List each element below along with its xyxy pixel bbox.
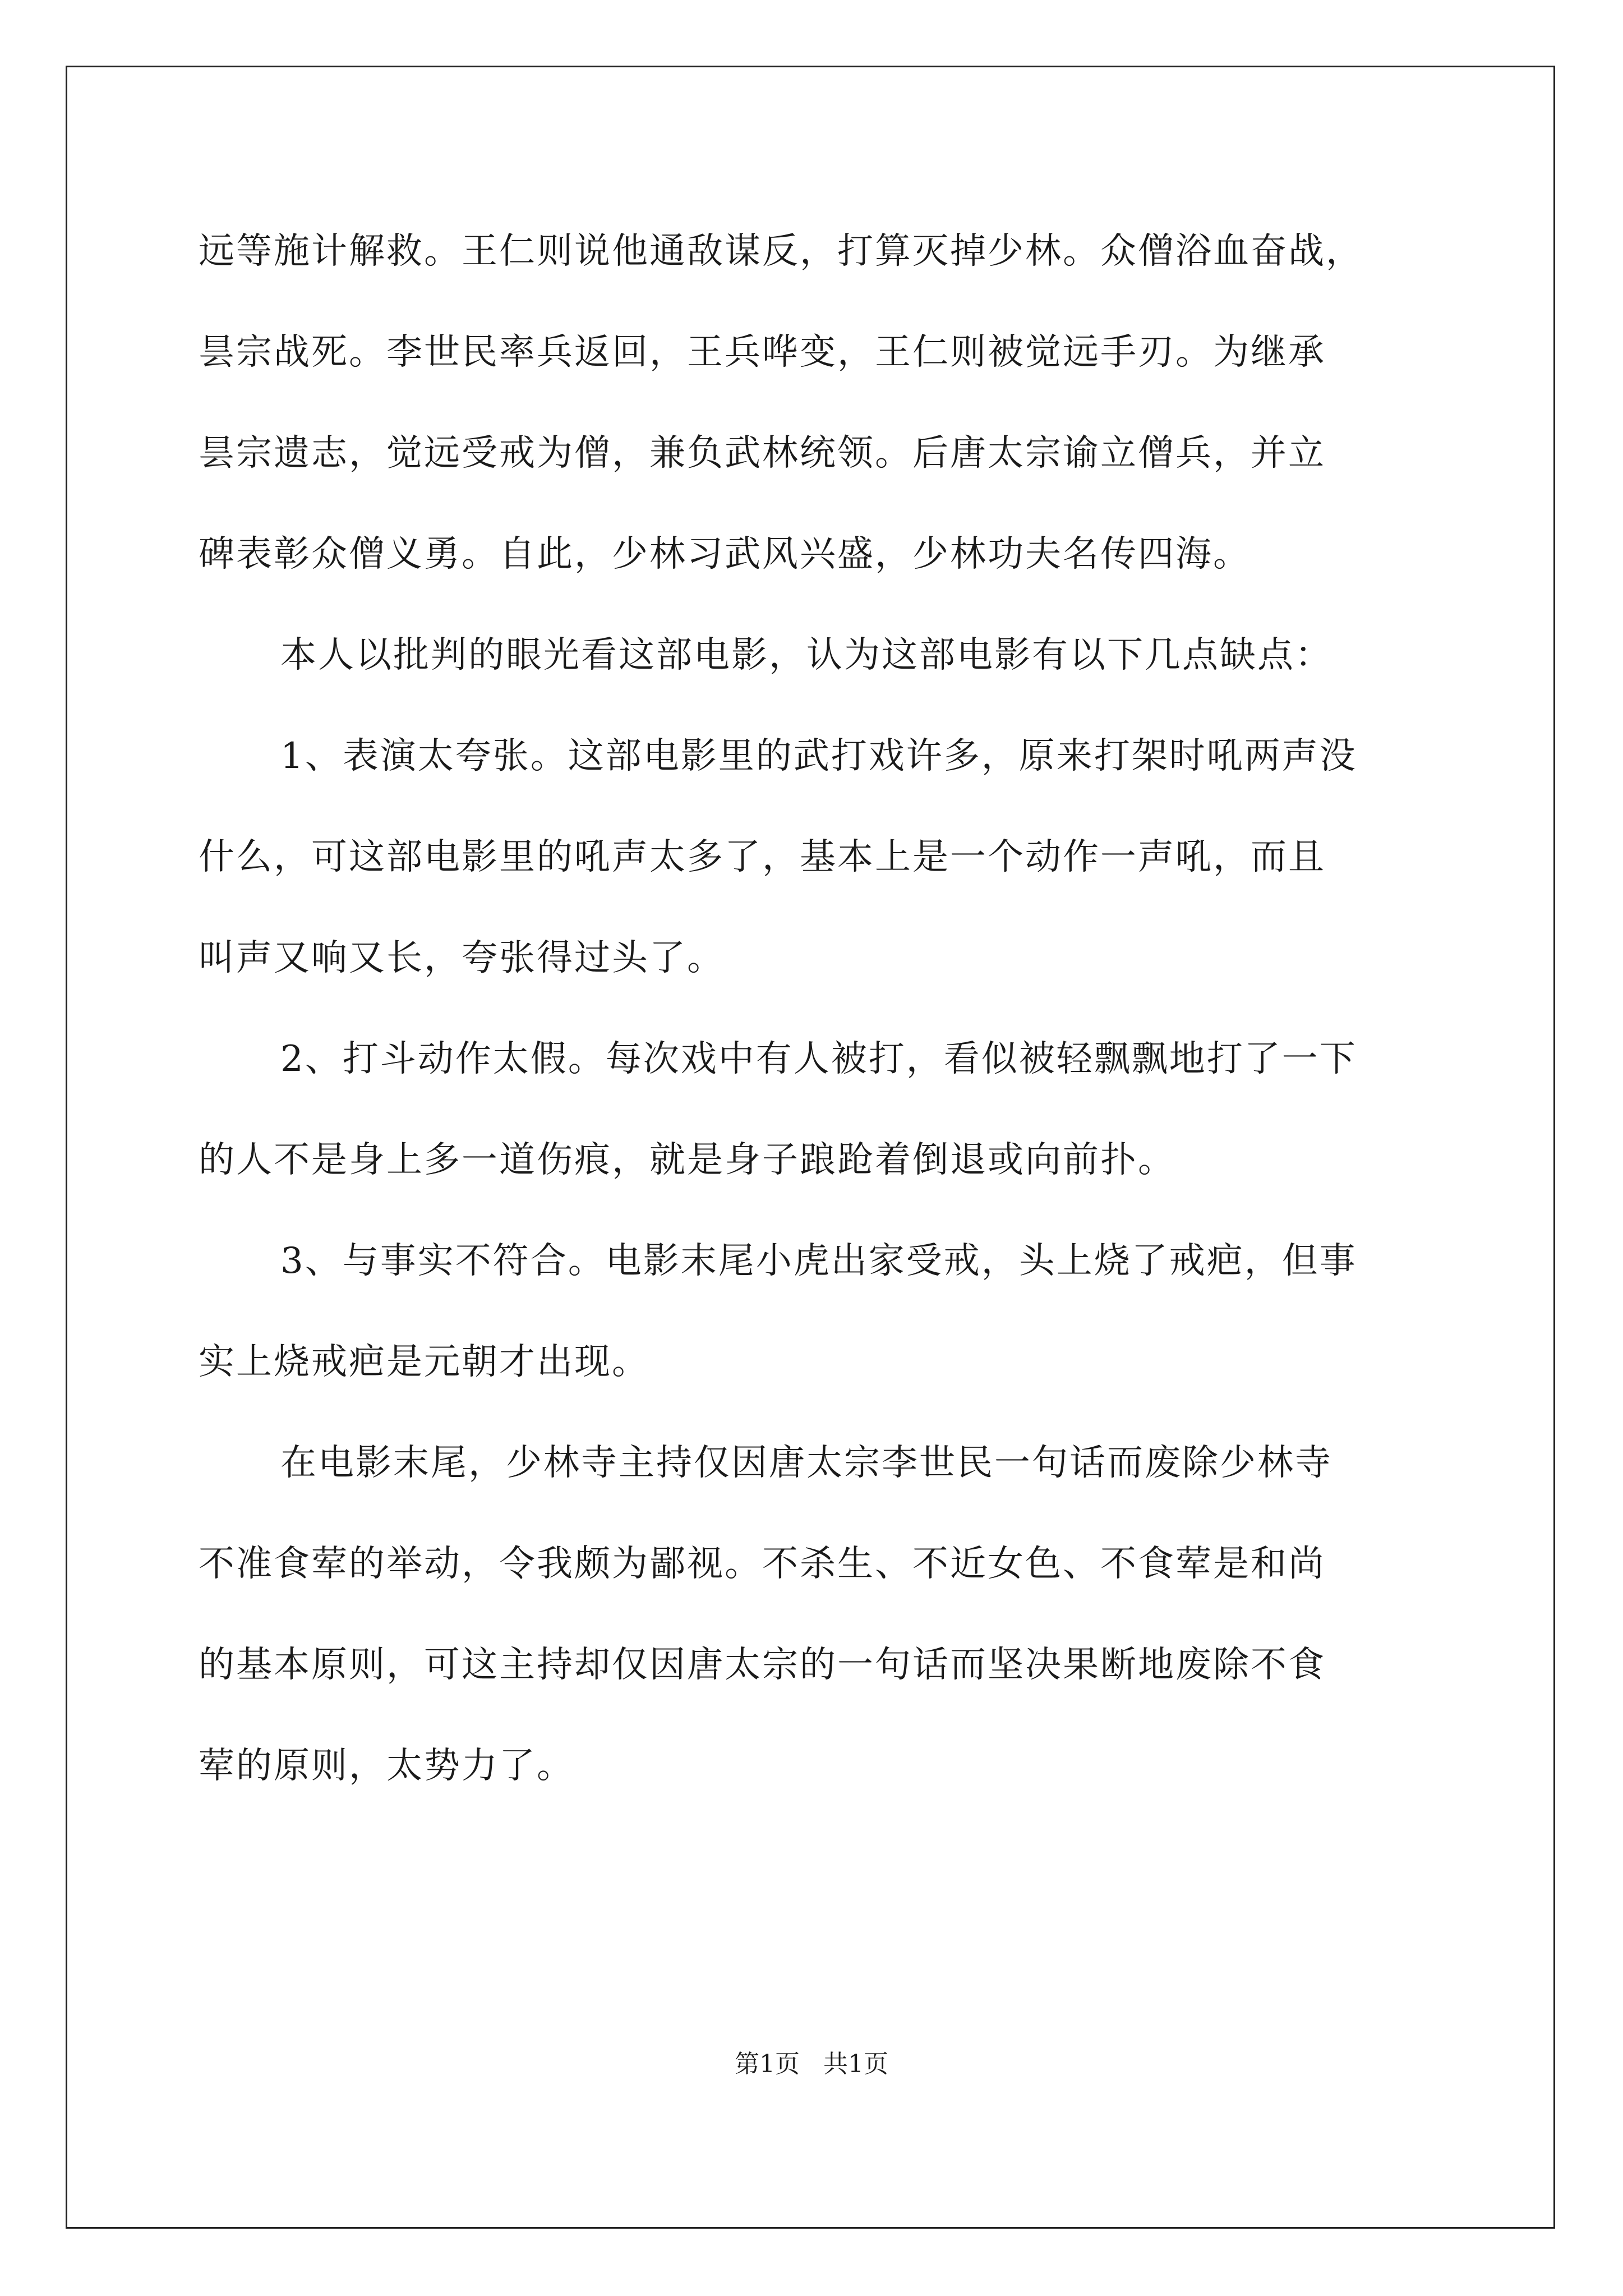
text-line: 远等施计解救。王仁则说他通敌谋反，打算灭掉少林。众僧浴血奋战，: [199, 231, 1363, 272]
text-line: 碑表彰众僧义勇。自此，少林习武风兴盛，少林功夫名传四海。: [199, 533, 1251, 575]
page-number: 第1页: [735, 2050, 800, 2078]
text-line: 实上烧戒疤是元朝才出现。: [199, 1341, 649, 1383]
text-line: 3、与事实不符合。电影末尾小虎出家受戒，头上烧了戒疤，但事: [280, 1240, 1357, 1282]
document-body: [199, 201, 1424, 1816]
text-line: 昙宗战死。李世民率兵返回，王兵哗变，王仁则被觉远手刃。为继承: [199, 332, 1326, 373]
text-line: 本人以批判的眼光看这部电影，认为这部电影有以下几点缺点：: [280, 634, 1332, 676]
text-line: 叫声又响又长，夸张得过头了。: [199, 937, 725, 979]
text-line: 什么，可这部电影里的吼声太多了，基本上是一个动作一声吼，而且: [199, 836, 1326, 878]
page-footer: [0, 2047, 1623, 2081]
text-line: 荤的原则，太势力了。: [199, 1745, 574, 1787]
text-line: 不准食荤的举动，令我颇为鄙视。不杀生、不近女色、不食荤是和尚: [199, 1543, 1326, 1585]
paragraph-point-1: [199, 706, 1424, 1009]
text-line: 的基本原则，可这主持却仅因唐太宗的一句话而坚决果断地废除不食: [199, 1644, 1326, 1686]
paragraph-conclusion: [199, 1412, 1424, 1816]
text-line: 2、打斗动作太假。每次戏中有人被打，看似被轻飘飘地打了一下: [280, 1038, 1357, 1080]
text-line: 在电影末尾，少林寺主持仅因唐太宗李世民一句话而废除少林寺: [280, 1442, 1332, 1484]
paragraph-story-continuation: [199, 201, 1424, 605]
paragraph-point-3: [199, 1211, 1424, 1412]
text-line: 的人不是身上多一道伤痕，就是身子踉跄着倒退或向前扑。: [199, 1139, 1175, 1181]
text-line: 昙宗遗志，觉远受戒为僧，兼负武林统领。后唐太宗谕立僧兵，并立: [199, 432, 1326, 474]
page-total: 共1页: [823, 2050, 888, 2078]
text-line: 1、表演太夸张。这部电影里的武打戏许多，原来打架时吼两声没: [280, 735, 1357, 777]
paragraph-critique-intro: [199, 605, 1424, 706]
paragraph-point-2: [199, 1009, 1424, 1211]
